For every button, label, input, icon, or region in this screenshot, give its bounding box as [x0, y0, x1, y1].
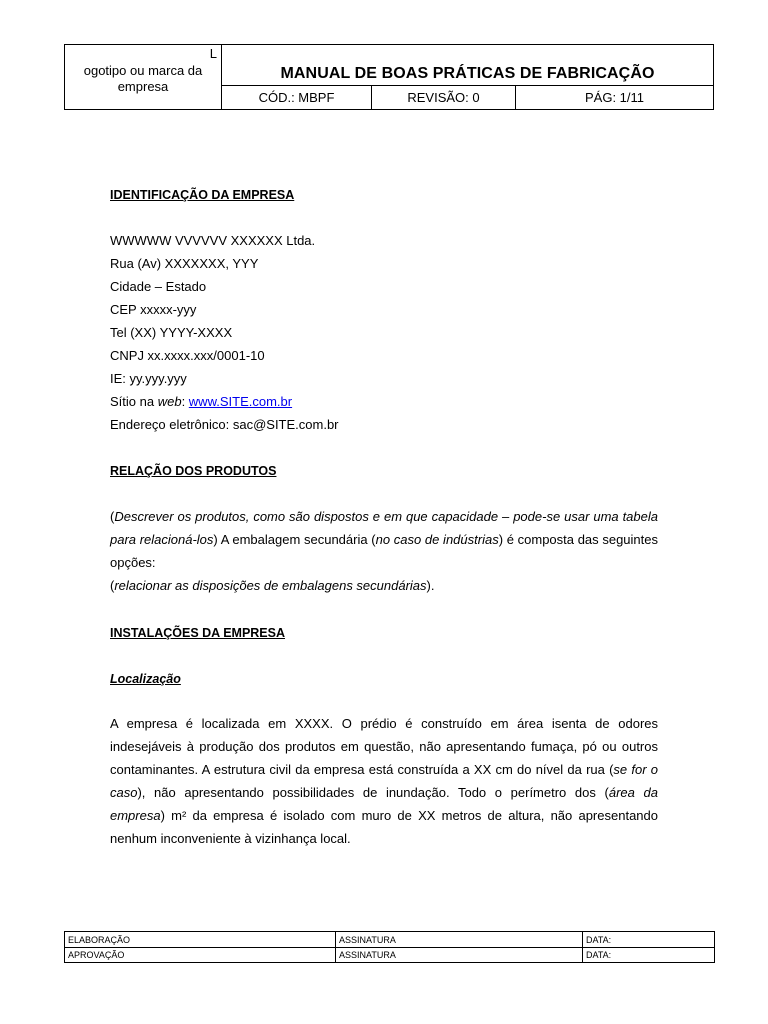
site-web-italic: web [157, 394, 182, 409]
location-text-5: ) m² da empresa é isolado com muro de XX metros de altura, não apresentando nenhum inconveniente à vizinhança local. [110, 808, 658, 846]
company-email: Endereço eletrônico: sac@SITE.com.br [110, 417, 339, 432]
date-label-2: DATA: [586, 949, 612, 960]
signature-label-2: ASSINATURA [336, 947, 583, 962]
logo-text-line1: L [209, 46, 217, 61]
location-paragraph [110, 712, 658, 850]
signature-label-1: ASSINATURA [336, 932, 583, 947]
products-text-italic-d: no caso de indústrias [375, 532, 499, 547]
elaboration-label: ELABORAÇÃO [65, 932, 336, 947]
location-text-italic-4: área da empresa [110, 785, 658, 823]
company-cep: CEP xxxxx-yyy [110, 302, 197, 317]
company-ie: IE: yy.yyy.yyy [110, 371, 187, 386]
logo-text-line3: empresa [117, 79, 169, 94]
approval-label: APROVAÇÃO [65, 947, 336, 962]
location-text-1: A empresa é localizada em XXXX. O prédio é construído em área isenta de odores indesejáveis à produção dos produtos em questão, não apresentando fumaça, pó ou outros contaminantes. A estrutura civil da empresa está construída a XX cm do nível da rua ( [110, 716, 658, 777]
company-cnpj: CNPJ xx.xxxx.xxx/0001-10 [110, 348, 265, 363]
logo-placeholder [65, 45, 222, 109]
site-separator: : [181, 394, 189, 409]
products-text-h: ). [426, 578, 435, 593]
section-heading-identification: IDENTIFICAÇÃO DA EMPRESA [110, 188, 295, 202]
document-header [64, 44, 714, 110]
document-meta-row [222, 86, 713, 109]
company-site [110, 394, 292, 409]
section-heading-facilities: INSTALAÇÕES DA EMPRESA [110, 626, 286, 640]
products-text-a: ( [110, 509, 115, 524]
products-text-f: ( [110, 578, 115, 593]
company-name: WWWWW VVVVVV XXXXXX Ltda. [110, 233, 316, 248]
products-text-italic-b: Descrever os produtos, como são dispostos e em que capacidade – pode-se usar uma tabela para relacioná-los [110, 509, 658, 547]
signature-row-approval [65, 947, 714, 962]
signature-table [64, 931, 715, 963]
document-title: MANUAL DE BOAS PRÁTICAS DE FABRICAÇÃO [222, 45, 713, 86]
company-city: Cidade – Estado [110, 279, 207, 294]
logo-text-line2: ogotipo ou marca da [83, 63, 203, 78]
products-paragraph [110, 505, 658, 597]
page-number: PÁG: 1/11 [584, 90, 644, 105]
products-text-e: ) é composta das seguintes opções: [110, 532, 658, 570]
site-prefix: Sítio na [110, 394, 158, 409]
location-text-3: ), não apresentando possibilidades de inundação. Todo o perímetro dos ( [137, 785, 609, 800]
location-text-italic-2: se for o caso [110, 762, 658, 800]
signature-row-elaboration [65, 932, 714, 948]
subsection-heading-location: Localização [110, 672, 181, 686]
site-link[interactable]: www.SITE.com.br [188, 394, 293, 409]
products-text-italic-g: relacionar as disposições de embalagens secundárias [114, 578, 427, 593]
company-street: Rua (Av) XXXXXXX, YYY [110, 256, 259, 271]
products-text-c: ) A embalagem secundária ( [213, 532, 376, 547]
section-heading-products: RELAÇÃO DOS PRODUTOS [110, 464, 277, 478]
document-revision: REVISÃO: 0 [372, 86, 516, 109]
document-code: CÓD.: MBPF [222, 86, 372, 109]
date-label-1: DATA: [586, 934, 612, 945]
company-tel: Tel (XX) YYYY-XXXX [110, 325, 233, 340]
